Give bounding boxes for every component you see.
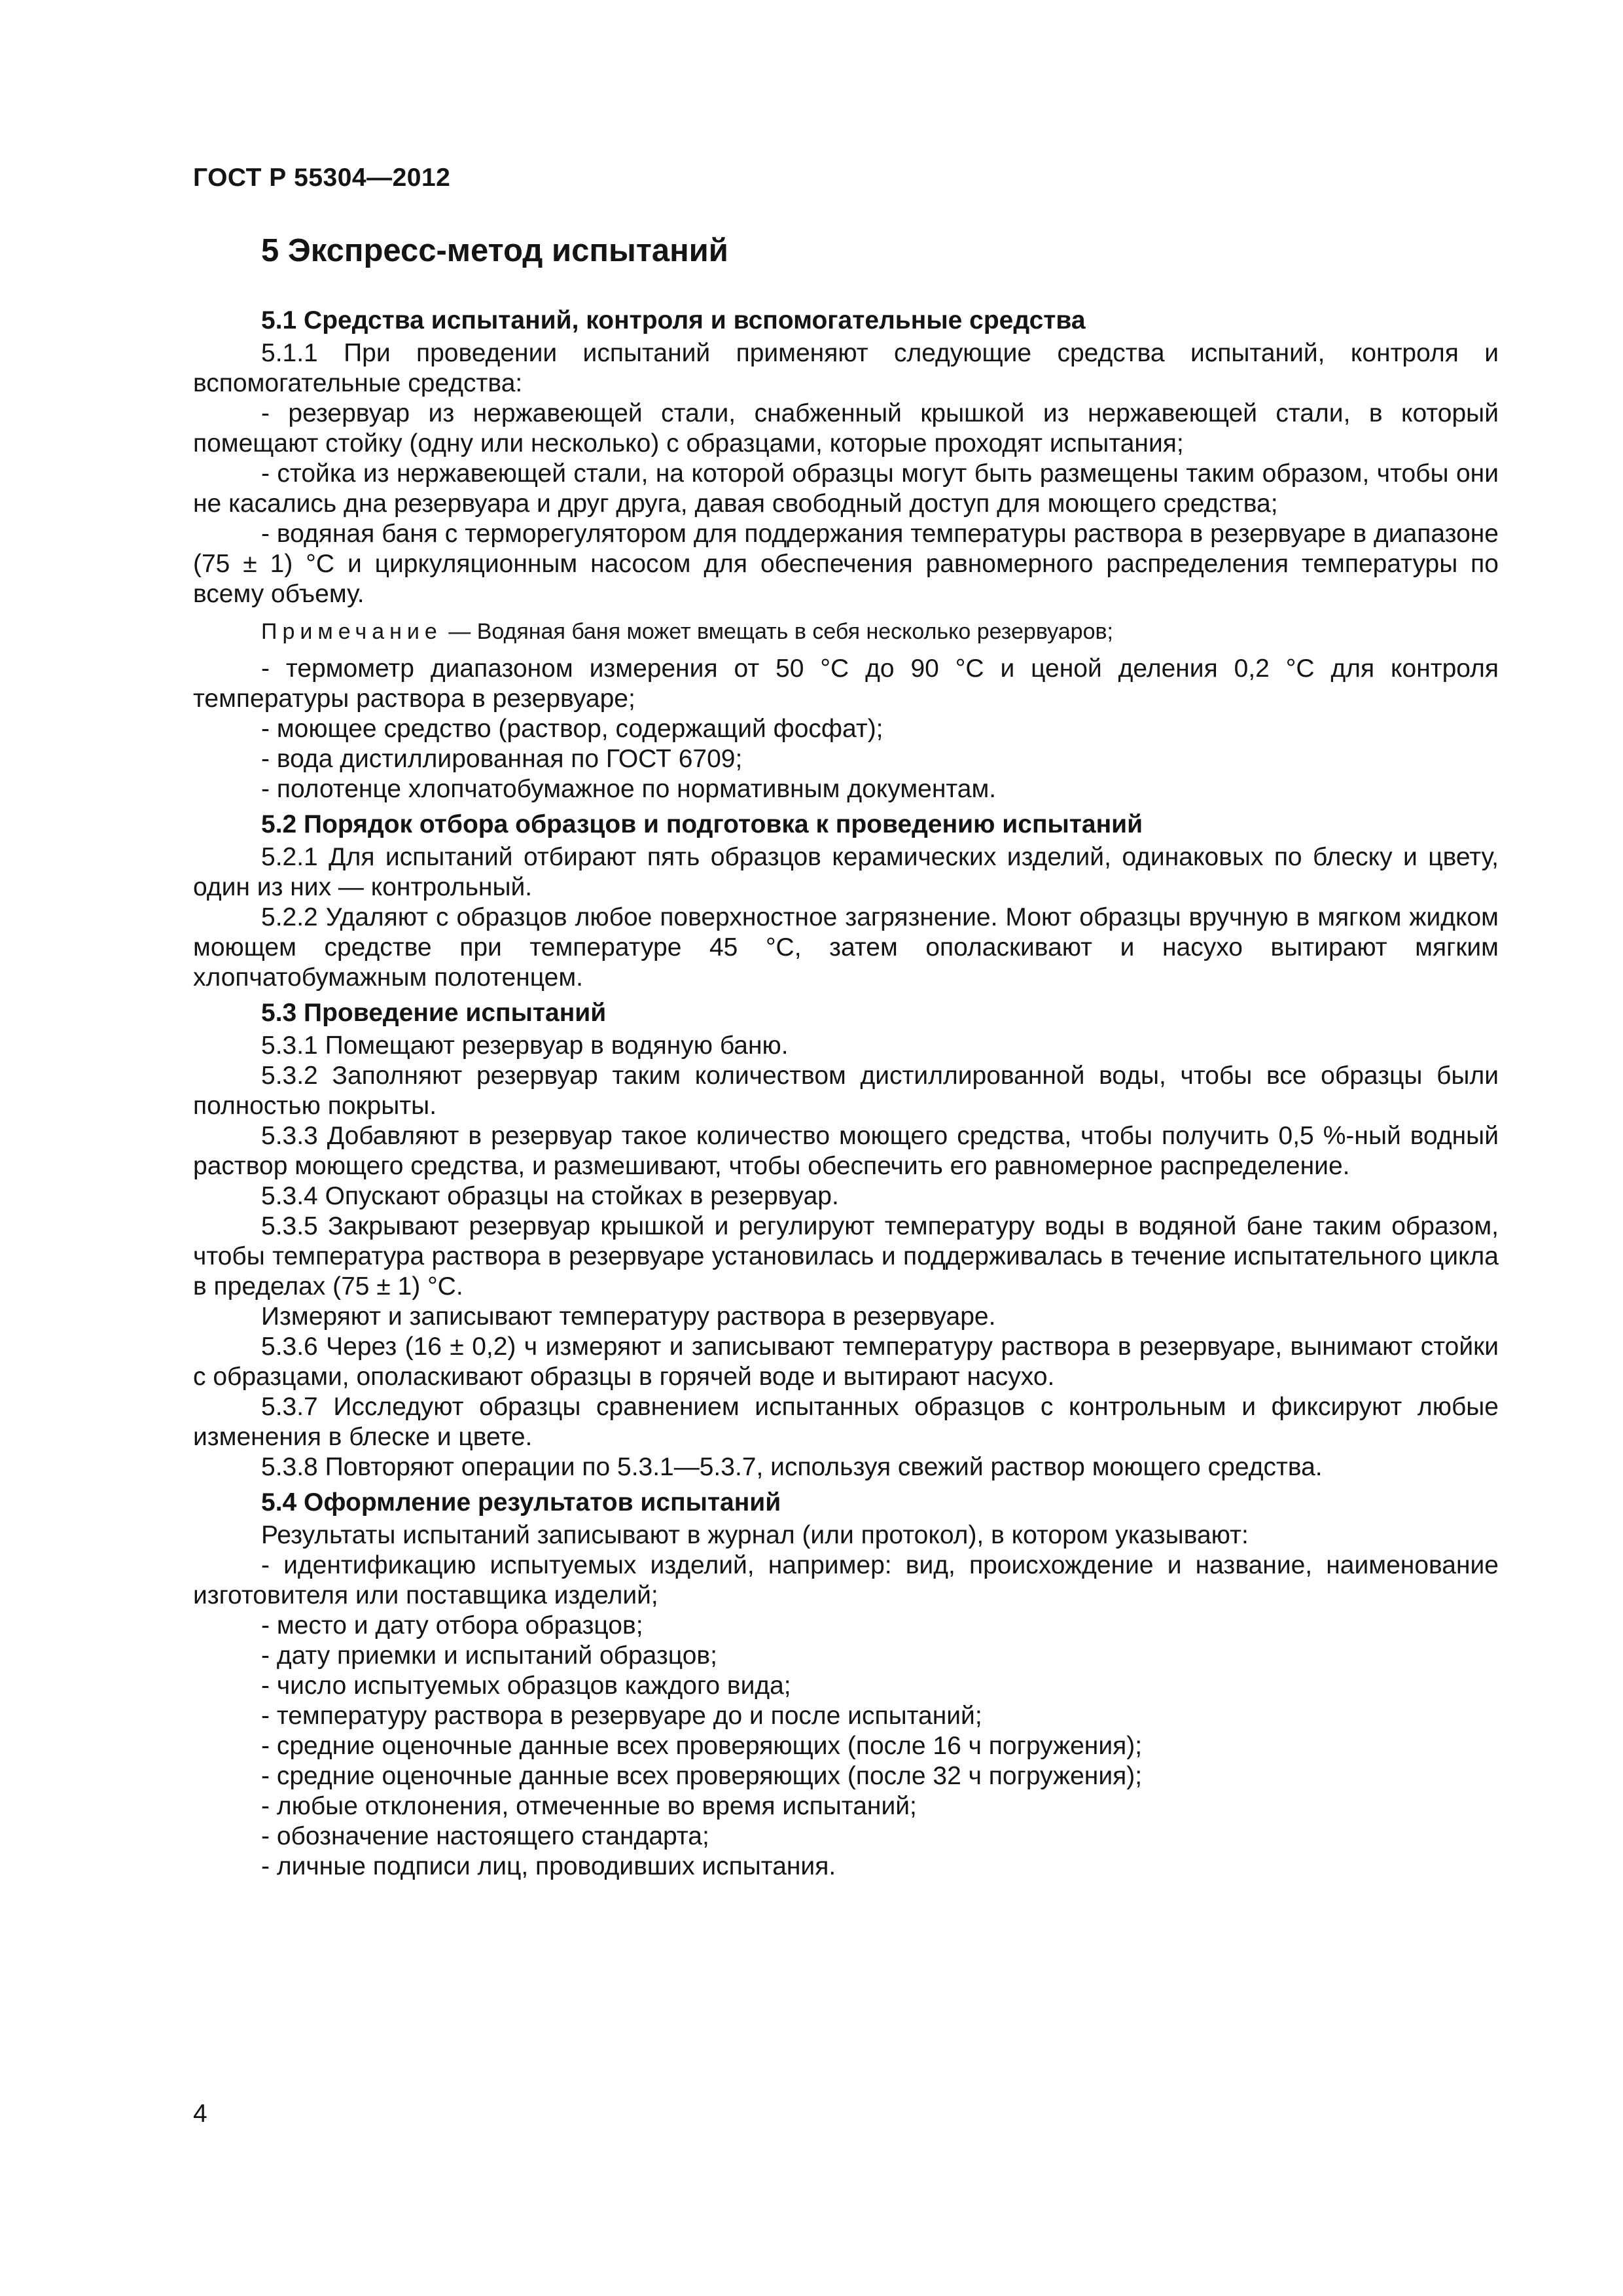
paragraph: 5.2.1 Для испытаний отбирают пять образцов керамических изделий, одинаковых по блеску и цвету, один из них — контрольный. — [193, 843, 1499, 901]
paragraph: 5.3.1 Помещают резервуар в водяную баню. — [261, 1031, 789, 1060]
list-item: - личные подписи лиц, проводивших испытания. — [261, 1852, 836, 1880]
page-content — [193, 232, 1499, 1882]
paragraph: 5.3.4 Опускают образцы на стойках в резервуар. — [261, 1182, 839, 1210]
list-item: - средние оценочные данные всех проверяющих (после 32 ч погружения); — [261, 1762, 1143, 1790]
page-number: 4 — [193, 2100, 207, 2128]
paragraph: Измеряют и записывают температуру раствора в резервуаре. — [261, 1302, 996, 1331]
subsection-title-5-1: 5.1 Средства испытаний, контроля и вспомогательные средства — [261, 306, 1086, 334]
paragraph: 5.3.3 Добавляют в резервуар такое количество моющего средства, чтобы получить 0,5 %-ный водный раствор моющего средства, и размешивают, чтобы обеспечить его равномерное распределение. — [193, 1122, 1499, 1180]
list-item: - обозначение настоящего стандарта; — [261, 1822, 709, 1850]
list-item: - любые отклонения, отмеченные во время испытаний; — [261, 1792, 917, 1820]
note-text: — Водяная баня может вмещать в себя несколько резервуаров; — [442, 619, 1113, 644]
list-item: - температуру раствора в резервуаре до и после испытаний; — [261, 1702, 982, 1730]
list-item: - вода дистиллированная по ГОСТ 6709; — [261, 745, 743, 773]
list-item: - полотенце хлопчатобумажное по нормативным документам. — [261, 775, 997, 803]
list-item: - число испытуемых образцов каждого вида; — [261, 1672, 791, 1700]
subsection-title-5-4: 5.4 Оформление результатов испытаний — [261, 1488, 781, 1516]
list-item: - стойка из нержавеющей стали, на которой образцы могут быть размещены таким образом, чтобы они не касались дна резервуара и друг друга, давая свободный доступ для моющего средства; — [193, 459, 1499, 518]
standard-designation: ГОСТ Р 55304—2012 — [193, 164, 451, 192]
list-item: - идентификацию испытуемых изделий, например: вид, происхождение и название, наименование изготовителя или поставщика изделий; — [193, 1551, 1499, 1609]
paragraph: 5.3.5 Закрывают резервуар крышкой и регулируют температуру воды в водяной бане таким образом, чтобы температура раствора в резервуаре установилась и поддерживалась в течение испытательного цикла в пределах (75 ± 1) °С. — [193, 1212, 1499, 1300]
list-item: - место и дату отбора образцов; — [261, 1611, 643, 1640]
list-item: - средние оценочные данные всех проверяющих (после 16 ч погружения); — [261, 1732, 1143, 1760]
paragraph: 5.2.2 Удаляют с образцов любое поверхностное загрязнение. Моют образцы вручную в мягком жидком моющем средстве при температуре 45 °С, затем ополаскивают и насухо вытирают мягким хлопчатобумажным полотенцем. — [193, 903, 1499, 992]
paragraph: 5.3.8 Повторяют операции по 5.3.1—5.3.7, используя свежий раствор моющего средства. — [261, 1453, 1323, 1481]
list-item: - термометр диапазоном измерения от 50 °С до 90 °С и ценой деления 0,2 °С для контроля температуры раствора в резервуаре; — [193, 655, 1499, 713]
subsection-title-5-2: 5.2 Порядок отбора образцов и подготовка к проведению испытаний — [261, 810, 1143, 838]
note — [193, 617, 1499, 646]
list-item: - водяная баня с терморегулятором для поддержания температуры раствора в резервуаре в диапазоне (75 ± 1) °С и циркуляционным насосом для обеспечения равномерного распределения температуры по всему объему. — [193, 520, 1499, 608]
paragraph: 5.3.6 Через (16 ± 0,2) ч измеряют и записывают температуру раствора в резервуаре, вынимают стойки с образцами, ополаскивают образцы в горячей воде и вытирают насухо. — [193, 1333, 1499, 1391]
paragraph: Результаты испытаний записывают в журнал (или протокол), в котором указывают: — [261, 1521, 1249, 1549]
paragraph: 5.3.2 Заполняют резервуар таким количеством дистиллированной воды, чтобы все образцы были полностью покрыты. — [193, 1062, 1499, 1120]
note-label: Примечание — [261, 619, 442, 644]
list-item: - моющее средство (раствор, содержащий фосфат); — [261, 715, 883, 743]
list-item: - дату приемки и испытаний образцов; — [261, 1641, 717, 1670]
list-item: - резервуар из нержавеющей стали, снабженный крышкой из нержавеющей стали, в который помещают стойку (одну или несколько) с образцами, которые проходят испытания; — [193, 399, 1499, 457]
subsection-title-5-3: 5.3 Проведение испытаний — [261, 999, 607, 1027]
section-title: 5 Экспресс-метод испытаний — [261, 233, 728, 268]
paragraph: 5.3.7 Исследуют образцы сравнением испытанных образцов с контрольным и фиксируют любые изменения в блеске и цвете. — [193, 1393, 1499, 1451]
paragraph: 5.1.1 При проведении испытаний применяют следующие средства испытаний, контроля и вспомогательные средства: — [193, 339, 1499, 397]
